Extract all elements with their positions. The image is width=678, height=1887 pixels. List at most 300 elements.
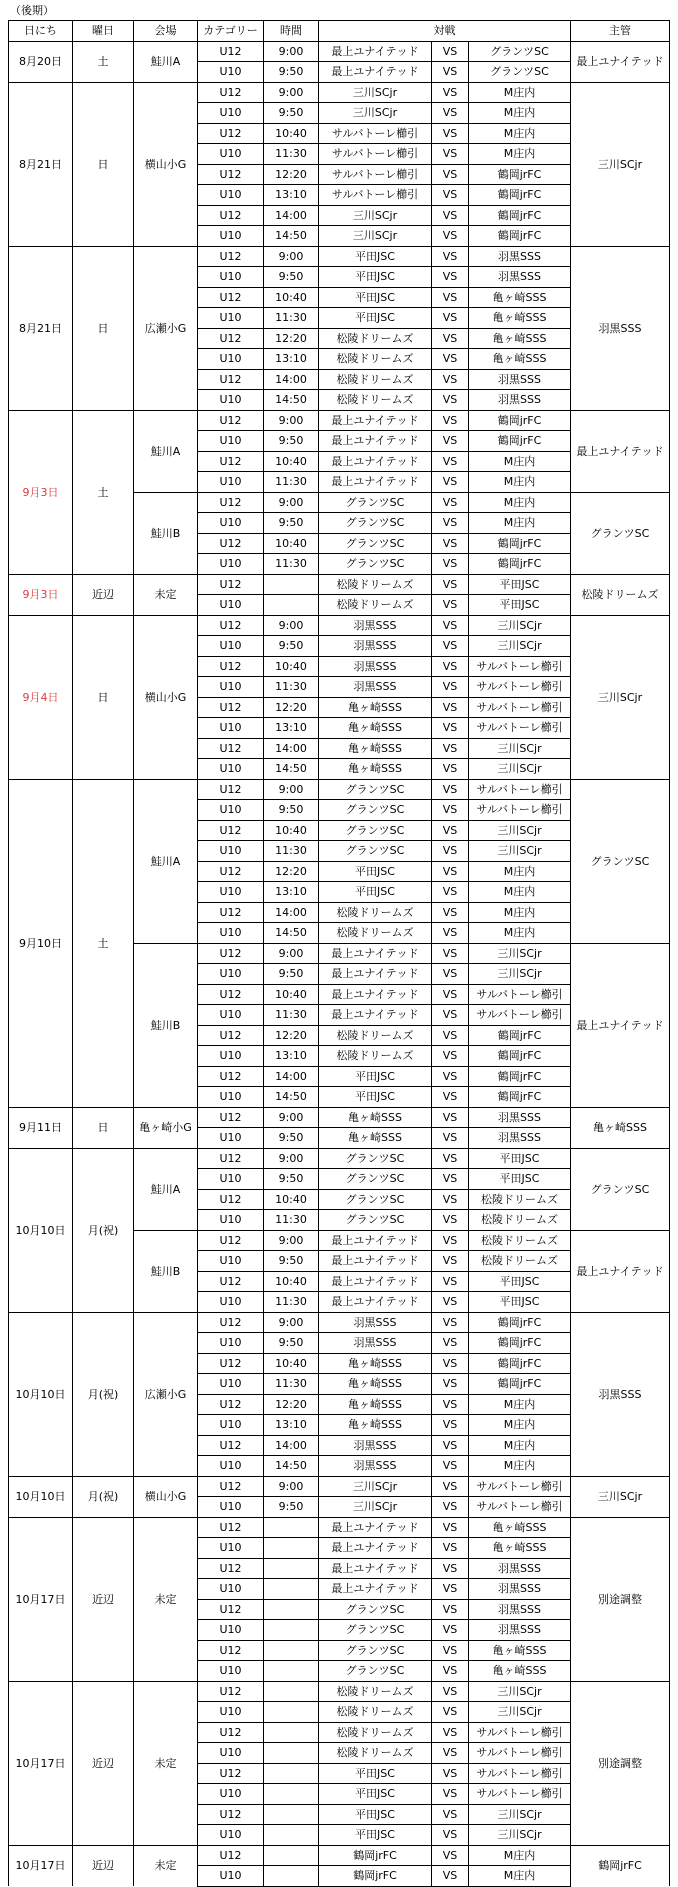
- match-category: U12: [198, 1763, 264, 1784]
- match-category: U12: [198, 246, 264, 267]
- home-team: 平田JSC: [319, 1087, 432, 1108]
- away-team: 平田JSC: [469, 595, 571, 616]
- home-team: 亀ヶ崎SSS: [319, 738, 432, 759]
- match-host: 最上ユナイテッド: [571, 943, 670, 1107]
- vs-label: VS: [432, 1825, 469, 1846]
- vs-label: VS: [432, 1497, 469, 1518]
- match-weekday: 日: [73, 615, 134, 779]
- vs-label: VS: [432, 308, 469, 329]
- vs-label: VS: [432, 861, 469, 882]
- away-team: 羽黒SSS: [469, 1128, 571, 1149]
- home-team: 平田JSC: [319, 1804, 432, 1825]
- match-venue: 鮭川B: [134, 492, 198, 574]
- match-category: U10: [198, 62, 264, 83]
- away-team: 松陵ドリームズ: [469, 1189, 571, 1210]
- away-team: 三川SCjr: [469, 943, 571, 964]
- away-team: 鶴岡jrFC: [469, 1025, 571, 1046]
- match-category: U10: [198, 1415, 264, 1436]
- table-row: [9, 779, 670, 800]
- away-team: 鶴岡jrFC: [469, 1374, 571, 1395]
- away-team: M庄内: [469, 1845, 571, 1866]
- away-team: M庄内: [469, 1415, 571, 1436]
- match-time: 11:30: [264, 677, 319, 698]
- away-team: 三川SCjr: [469, 759, 571, 780]
- match-category: U10: [198, 759, 264, 780]
- away-team: 鶴岡jrFC: [469, 164, 571, 185]
- match-category: U12: [198, 1353, 264, 1374]
- vs-label: VS: [432, 1271, 469, 1292]
- match-category: U10: [198, 595, 264, 616]
- match-time: 11:30: [264, 1292, 319, 1313]
- table-row: [9, 1476, 670, 1497]
- match-category: U10: [198, 1661, 264, 1682]
- vs-label: VS: [432, 431, 469, 452]
- match-time: 9:00: [264, 779, 319, 800]
- match-time: [264, 574, 319, 595]
- match-time: 9:50: [264, 1251, 319, 1272]
- vs-label: VS: [432, 882, 469, 903]
- match-time: 14:50: [264, 1087, 319, 1108]
- away-team: グランツSC: [469, 62, 571, 83]
- match-category: U12: [198, 574, 264, 595]
- home-team: グランツSC: [319, 1189, 432, 1210]
- match-category: U10: [198, 677, 264, 698]
- vs-label: VS: [432, 246, 469, 267]
- match-category: U12: [198, 1599, 264, 1620]
- vs-label: VS: [432, 410, 469, 431]
- match-venue: 鮭川A: [134, 779, 198, 943]
- vs-label: VS: [432, 1353, 469, 1374]
- home-team: グランツSC: [319, 1169, 432, 1190]
- match-time: [264, 595, 319, 616]
- home-team: 亀ヶ崎SSS: [319, 1394, 432, 1415]
- match-time: 9:00: [264, 410, 319, 431]
- away-team: M庄内: [469, 123, 571, 144]
- home-team: 松陵ドリームズ: [319, 923, 432, 944]
- away-team: 平田JSC: [469, 1148, 571, 1169]
- match-category: U12: [198, 82, 264, 103]
- match-date: 10月17日: [9, 1517, 73, 1681]
- match-time: 11:30: [264, 1374, 319, 1395]
- match-category: U10: [198, 1128, 264, 1149]
- vs-label: VS: [432, 1005, 469, 1026]
- vs-label: VS: [432, 1640, 469, 1661]
- vs-label: VS: [432, 574, 469, 595]
- home-team: グランツSC: [319, 1661, 432, 1682]
- home-team: グランツSC: [319, 800, 432, 821]
- vs-label: VS: [432, 738, 469, 759]
- away-team: 羽黒SSS: [469, 1107, 571, 1128]
- header-category: カテゴリー: [198, 21, 264, 42]
- match-time: 9:50: [264, 513, 319, 534]
- away-team: M庄内: [469, 902, 571, 923]
- match-category: U10: [198, 349, 264, 370]
- away-team: 松陵ドリームズ: [469, 1210, 571, 1231]
- away-team: グランツSC: [469, 41, 571, 62]
- match-host: 三川SCjr: [571, 1476, 670, 1517]
- match-venue: 鮭川A: [134, 41, 198, 82]
- match-category: U12: [198, 615, 264, 636]
- match-time: [264, 1517, 319, 1538]
- match-time: 9:00: [264, 1148, 319, 1169]
- vs-label: VS: [432, 1681, 469, 1702]
- home-team: 最上ユナイテッド: [319, 410, 432, 431]
- match-time: 9:00: [264, 41, 319, 62]
- match-category: U10: [198, 1702, 264, 1723]
- match-time: 11:30: [264, 308, 319, 329]
- away-team: 亀ヶ崎SSS: [469, 287, 571, 308]
- match-category: U12: [198, 1394, 264, 1415]
- match-category: U10: [198, 1046, 264, 1067]
- table-row: [9, 410, 670, 431]
- vs-label: VS: [432, 164, 469, 185]
- home-team: 羽黒SSS: [319, 636, 432, 657]
- match-category: U12: [198, 1148, 264, 1169]
- match-category: U12: [198, 1558, 264, 1579]
- header-date: 日にち: [9, 21, 73, 42]
- match-weekday: 月(祝): [73, 1312, 134, 1476]
- away-team: 羽黒SSS: [469, 1599, 571, 1620]
- home-team: 最上ユナイテッド: [319, 943, 432, 964]
- match-weekday: 土: [73, 779, 134, 1107]
- match-venue: 未定: [134, 1517, 198, 1681]
- home-team: 最上ユナイテッド: [319, 1579, 432, 1600]
- match-host: 最上ユナイテッド: [571, 41, 670, 82]
- match-category: U10: [198, 1087, 264, 1108]
- vs-label: VS: [432, 185, 469, 206]
- match-category: U12: [198, 205, 264, 226]
- away-team: 鶴岡jrFC: [469, 226, 571, 247]
- away-team: サルバトーレ櫛引: [469, 984, 571, 1005]
- home-team: サルバトーレ櫛引: [319, 164, 432, 185]
- table-row: [9, 1517, 670, 1538]
- vs-label: VS: [432, 1579, 469, 1600]
- match-category: U10: [198, 1784, 264, 1805]
- match-category: U10: [198, 1743, 264, 1764]
- match-time: 11:30: [264, 1210, 319, 1231]
- home-team: 羽黒SSS: [319, 1435, 432, 1456]
- away-team: 羽黒SSS: [469, 369, 571, 390]
- match-time: 9:00: [264, 82, 319, 103]
- away-team: 亀ヶ崎SSS: [469, 1517, 571, 1538]
- home-team: 平田JSC: [319, 1825, 432, 1846]
- away-team: 亀ヶ崎SSS: [469, 308, 571, 329]
- match-category: U10: [198, 513, 264, 534]
- vs-label: VS: [432, 492, 469, 513]
- match-host: 別途調整: [571, 1681, 670, 1845]
- vs-label: VS: [432, 1415, 469, 1436]
- match-category: U10: [198, 636, 264, 657]
- match-time: 9:50: [264, 267, 319, 288]
- header-host: 主管: [571, 21, 670, 42]
- away-team: サルバトーレ櫛引: [469, 779, 571, 800]
- away-team: 亀ヶ崎SSS: [469, 349, 571, 370]
- away-team: 松陵ドリームズ: [469, 1230, 571, 1251]
- match-time: 14:50: [264, 923, 319, 944]
- match-time: 11:30: [264, 554, 319, 575]
- match-category: U10: [198, 1456, 264, 1477]
- away-team: M庄内: [469, 451, 571, 472]
- home-team: 平田JSC: [319, 287, 432, 308]
- vs-label: VS: [432, 1743, 469, 1764]
- vs-label: VS: [432, 1374, 469, 1395]
- away-team: サルバトーレ櫛引: [469, 697, 571, 718]
- vs-label: VS: [432, 984, 469, 1005]
- away-team: 羽黒SSS: [469, 1620, 571, 1641]
- match-time: 11:30: [264, 144, 319, 165]
- home-team: 羽黒SSS: [319, 677, 432, 698]
- home-team: 平田JSC: [319, 1763, 432, 1784]
- match-time: 13:10: [264, 185, 319, 206]
- away-team: 亀ヶ崎SSS: [469, 1661, 571, 1682]
- away-team: 羽黒SSS: [469, 267, 571, 288]
- match-weekday: 日: [73, 1107, 134, 1148]
- match-date: 10月17日: [9, 1681, 73, 1845]
- home-team: グランツSC: [319, 1148, 432, 1169]
- vs-label: VS: [432, 123, 469, 144]
- home-team: 松陵ドリームズ: [319, 902, 432, 923]
- match-time: [264, 1845, 319, 1866]
- match-venue: 鮭川A: [134, 1148, 198, 1230]
- match-time: [264, 1681, 319, 1702]
- match-category: U10: [198, 226, 264, 247]
- away-team: M庄内: [469, 1866, 571, 1887]
- vs-label: VS: [432, 841, 469, 862]
- vs-label: VS: [432, 1148, 469, 1169]
- match-host: グランツSC: [571, 1148, 670, 1230]
- vs-label: VS: [432, 144, 469, 165]
- home-team: 亀ヶ崎SSS: [319, 759, 432, 780]
- match-category: U10: [198, 718, 264, 739]
- match-time: 10:40: [264, 820, 319, 841]
- match-host: 亀ヶ崎SSS: [571, 1107, 670, 1148]
- vs-label: VS: [432, 1169, 469, 1190]
- home-team: 羽黒SSS: [319, 615, 432, 636]
- home-team: 最上ユナイテッド: [319, 62, 432, 83]
- home-team: 松陵ドリームズ: [319, 1046, 432, 1067]
- table-row: [9, 1681, 670, 1702]
- match-time: [264, 1538, 319, 1559]
- home-team: 羽黒SSS: [319, 1333, 432, 1354]
- away-team: M庄内: [469, 492, 571, 513]
- away-team: 三川SCjr: [469, 615, 571, 636]
- match-time: 9:00: [264, 943, 319, 964]
- table-row: [9, 41, 670, 62]
- vs-label: VS: [432, 41, 469, 62]
- vs-label: VS: [432, 964, 469, 985]
- match-time: 13:10: [264, 1046, 319, 1067]
- away-team: 鶴岡jrFC: [469, 554, 571, 575]
- home-team: 最上ユナイテッド: [319, 1538, 432, 1559]
- match-weekday: 土: [73, 410, 134, 574]
- match-category: U12: [198, 287, 264, 308]
- match-time: 13:10: [264, 718, 319, 739]
- away-team: 平田JSC: [469, 1271, 571, 1292]
- match-time: 9:00: [264, 1312, 319, 1333]
- home-team: 平田JSC: [319, 1066, 432, 1087]
- match-category: U10: [198, 1579, 264, 1600]
- vs-label: VS: [432, 1292, 469, 1313]
- match-weekday: 月(祝): [73, 1476, 134, 1517]
- match-host: 最上ユナイテッド: [571, 410, 670, 492]
- match-time: 9:50: [264, 964, 319, 985]
- match-date: 9月10日: [9, 779, 73, 1107]
- vs-label: VS: [432, 1763, 469, 1784]
- vs-label: VS: [432, 1107, 469, 1128]
- match-time: [264, 1763, 319, 1784]
- match-time: 10:40: [264, 1189, 319, 1210]
- match-date: 8月20日: [9, 41, 73, 82]
- match-category: U12: [198, 410, 264, 431]
- match-time: 12:20: [264, 328, 319, 349]
- vs-label: VS: [432, 902, 469, 923]
- vs-label: VS: [432, 1702, 469, 1723]
- match-venue: 未定: [134, 1681, 198, 1845]
- home-team: 松陵ドリームズ: [319, 1025, 432, 1046]
- vs-label: VS: [432, 1435, 469, 1456]
- vs-label: VS: [432, 677, 469, 698]
- match-category: U12: [198, 1271, 264, 1292]
- vs-label: VS: [432, 349, 469, 370]
- away-team: サルバトーレ櫛引: [469, 1005, 571, 1026]
- vs-label: VS: [432, 1046, 469, 1067]
- match-time: 9:00: [264, 246, 319, 267]
- match-category: U12: [198, 41, 264, 62]
- vs-label: VS: [432, 595, 469, 616]
- vs-label: VS: [432, 923, 469, 944]
- match-date: 9月3日: [9, 410, 73, 574]
- match-date: 8月21日: [9, 82, 73, 246]
- away-team: 羽黒SSS: [469, 1558, 571, 1579]
- vs-label: VS: [432, 820, 469, 841]
- match-category: U10: [198, 1333, 264, 1354]
- home-team: 平田JSC: [319, 882, 432, 903]
- match-category: U12: [198, 1845, 264, 1866]
- away-team: 平田JSC: [469, 1292, 571, 1313]
- match-category: U12: [198, 328, 264, 349]
- home-team: 鶴岡jrFC: [319, 1866, 432, 1887]
- match-category: U10: [198, 185, 264, 206]
- vs-label: VS: [432, 1394, 469, 1415]
- match-weekday: 日: [73, 246, 134, 410]
- home-team: 亀ヶ崎SSS: [319, 1107, 432, 1128]
- vs-label: VS: [432, 1128, 469, 1149]
- table-row: [9, 1312, 670, 1333]
- match-category: U12: [198, 1435, 264, 1456]
- home-team: 三川SCjr: [319, 226, 432, 247]
- home-team: グランツSC: [319, 492, 432, 513]
- home-team: 最上ユナイテッド: [319, 1558, 432, 1579]
- away-team: 羽黒SSS: [469, 1579, 571, 1600]
- header-row: [9, 21, 670, 42]
- match-weekday: 近辺: [73, 574, 134, 615]
- match-venue: 横山小G: [134, 615, 198, 779]
- match-date: 9月3日: [9, 574, 73, 615]
- match-category: U12: [198, 1476, 264, 1497]
- match-host: グランツSC: [571, 492, 670, 574]
- away-team: 松陵ドリームズ: [469, 1251, 571, 1272]
- match-category: U12: [198, 533, 264, 554]
- home-team: 最上ユナイテッド: [319, 472, 432, 493]
- match-category: U10: [198, 308, 264, 329]
- home-team: グランツSC: [319, 1599, 432, 1620]
- home-team: 最上ユナイテッド: [319, 431, 432, 452]
- header-match: 対戦: [319, 21, 571, 42]
- home-team: 羽黒SSS: [319, 1312, 432, 1333]
- match-host: 松陵ドリームズ: [571, 574, 670, 615]
- match-date: 10月10日: [9, 1312, 73, 1476]
- away-team: 鶴岡jrFC: [469, 431, 571, 452]
- match-category: U10: [198, 1251, 264, 1272]
- vs-label: VS: [432, 267, 469, 288]
- home-team: グランツSC: [319, 554, 432, 575]
- away-team: 羽黒SSS: [469, 390, 571, 411]
- away-team: 三川SCjr: [469, 820, 571, 841]
- match-time: 10:40: [264, 123, 319, 144]
- home-team: 最上ユナイテッド: [319, 1230, 432, 1251]
- vs-label: VS: [432, 390, 469, 411]
- period-caption: （後期）: [10, 4, 54, 17]
- match-time: 14:50: [264, 390, 319, 411]
- home-team: 最上ユナイテッド: [319, 1517, 432, 1538]
- vs-label: VS: [432, 1025, 469, 1046]
- vs-label: VS: [432, 718, 469, 739]
- away-team: サルバトーレ櫛引: [469, 656, 571, 677]
- home-team: サルバトーレ櫛引: [319, 185, 432, 206]
- away-team: 鶴岡jrFC: [469, 1046, 571, 1067]
- match-venue: 広瀬小G: [134, 1312, 198, 1476]
- match-time: 14:00: [264, 902, 319, 923]
- match-host: 別途調整: [571, 1517, 670, 1681]
- match-category: U10: [198, 1374, 264, 1395]
- match-time: 9:00: [264, 1230, 319, 1251]
- away-team: 三川SCjr: [469, 1825, 571, 1846]
- match-category: U10: [198, 267, 264, 288]
- vs-label: VS: [432, 1722, 469, 1743]
- away-team: 三川SCjr: [469, 1681, 571, 1702]
- away-team: M庄内: [469, 103, 571, 124]
- match-category: U10: [198, 472, 264, 493]
- home-team: 松陵ドリームズ: [319, 349, 432, 370]
- away-team: M庄内: [469, 1394, 571, 1415]
- match-category: U12: [198, 369, 264, 390]
- match-category: U12: [198, 451, 264, 472]
- away-team: 鶴岡jrFC: [469, 410, 571, 431]
- match-venue: 鮭川B: [134, 1230, 198, 1312]
- match-time: 10:40: [264, 533, 319, 554]
- home-team: 三川SCjr: [319, 205, 432, 226]
- away-team: サルバトーレ櫛引: [469, 800, 571, 821]
- home-team: 三川SCjr: [319, 1497, 432, 1518]
- table-row: [9, 574, 670, 595]
- home-team: 平田JSC: [319, 308, 432, 329]
- away-team: サルバトーレ櫛引: [469, 1743, 571, 1764]
- home-team: 松陵ドリームズ: [319, 328, 432, 349]
- vs-label: VS: [432, 369, 469, 390]
- away-team: 鶴岡jrFC: [469, 533, 571, 554]
- match-time: 13:10: [264, 882, 319, 903]
- match-time: 10:40: [264, 1271, 319, 1292]
- match-time: 9:50: [264, 431, 319, 452]
- home-team: 最上ユナイテッド: [319, 451, 432, 472]
- away-team: 鶴岡jrFC: [469, 205, 571, 226]
- vs-label: VS: [432, 287, 469, 308]
- away-team: 鶴岡jrFC: [469, 1353, 571, 1374]
- away-team: 亀ヶ崎SSS: [469, 328, 571, 349]
- match-category: U12: [198, 738, 264, 759]
- home-team: 三川SCjr: [319, 103, 432, 124]
- home-team: サルバトーレ櫛引: [319, 144, 432, 165]
